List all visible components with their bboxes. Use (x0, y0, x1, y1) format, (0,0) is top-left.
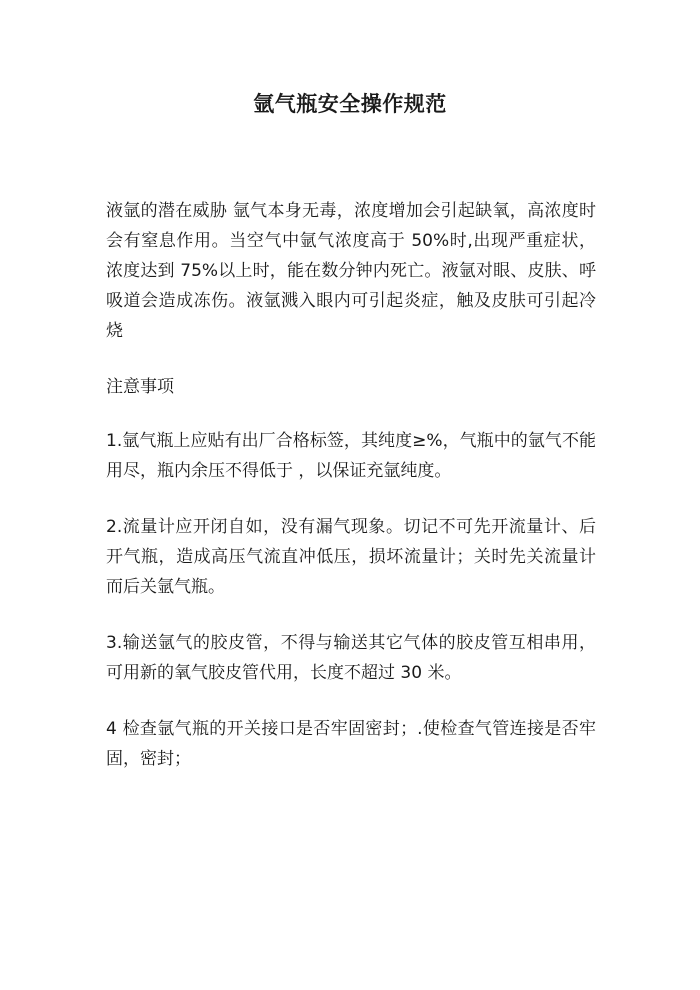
intro-paragraph: 液氩的潜在威胁 氩气本身无毒，浓度增加会引起缺氧，高浓度时会有窒息作用。当空气中氩气浓度高于 50%时,出现严重症状，浓度达到 75%以上时，能在数分钟内死亡。液氩对眼、皮肤、呼吸道会造成冻伤。液氩溅入眼内可引起炎症，触及皮肤可引起冷烧 (106, 201, 596, 341)
note-item-4: 4 检查氩气瓶的开关接口是否牢固密封；.使检查气管连接是否牢固，密封； (106, 719, 596, 769)
note-item-1: 1.氩气瓶上应贴有出厂合格标签，其纯度≥%，气瓶中的氩气不能用尽，瓶内余压不得低于 ，以保证充氩纯度。 (106, 431, 596, 481)
document-body (106, 196, 596, 800)
note-item-2: 2.流量计应开闭自如，没有漏气现象。切记不可先开流量计、后开气瓶，造成高压气流直冲低压，损坏流量计；关时先关流量计而后关氩气瓶。 (106, 517, 596, 597)
document-title: 氩气瓶安全操作规范 (253, 92, 447, 116)
notes-heading: 注意事项 (106, 377, 174, 397)
note-item-3: 3.输送氩气的胶皮管，不得与输送其它气体的胶皮管互相串用，可用新的氧气胶皮管代用，长度不超过 30 米。 (106, 633, 596, 683)
